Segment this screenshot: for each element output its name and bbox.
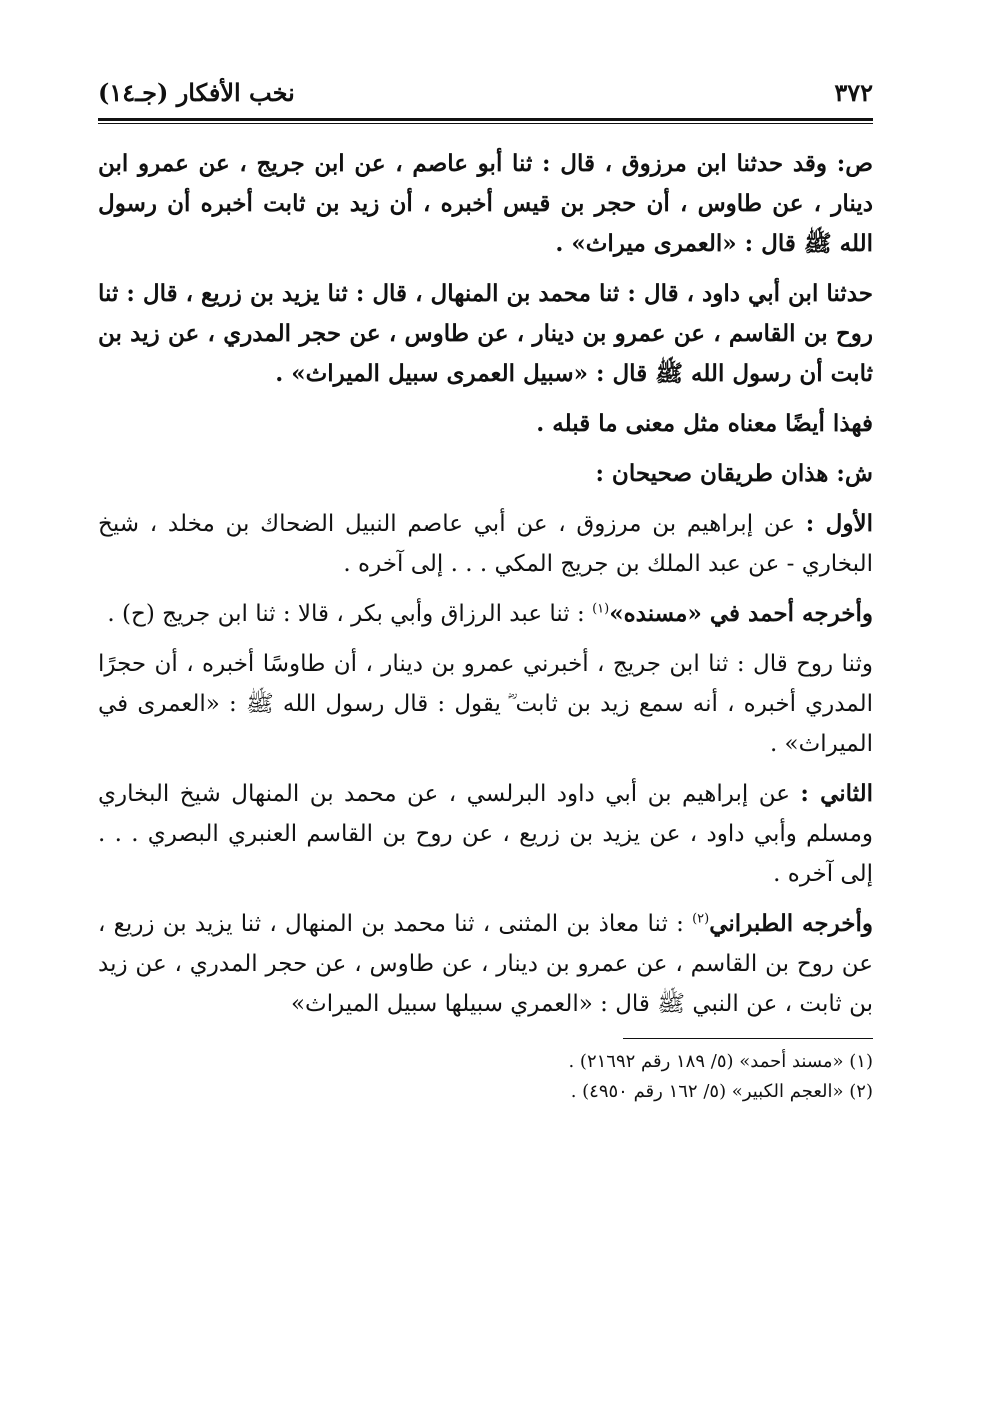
paragraph-8: [98, 774, 873, 894]
footnote-ref-2[interactable]: (٢): [692, 911, 710, 927]
paragraph-lead: الثاني :: [800, 780, 873, 807]
paragraph-9: [98, 904, 873, 1024]
paragraph-lead: الأول :: [805, 510, 873, 537]
header-divider: [98, 118, 873, 121]
header-divider-thin: [98, 123, 873, 124]
page-number: ٣٧٢: [834, 78, 873, 107]
paragraph-text: وثنا روح قال : ثنا ابن جريج ، أخبرني عمرو بن دينار ، أن طاوسًا أخبره ، أن حجرًا المدري أخبره ، أنه سمع زيد بن ثابت ؓ يقول : قال رسول الله ﷺ : «العمرى في الميراث» .: [98, 651, 873, 757]
paragraph-7: [98, 644, 873, 764]
footnote-ref-1[interactable]: (١): [592, 601, 610, 617]
page-header: [98, 78, 873, 114]
page-body: [98, 144, 873, 1024]
paragraph-text: : ثنا عبد الرزاق وأبي بكر ، قالا : ثنا ابن جريج (ح) .: [107, 601, 593, 627]
paragraph-3: [98, 404, 873, 444]
footnote-1: (١) «مسند أحمد» (٥/ ١٨٩ رقم ٢١٦٩٢) .: [568, 1051, 873, 1072]
paragraph-text: عن إبراهيم بن أبي داود البرلسي ، عن محمد بن المنهال شيخ البخاري ومسلم وأبي داود ، عن يزيد بن زريع ، عن روح بن القاسم العنبري البصري . . . إلى آخره .: [98, 781, 873, 887]
footnote-divider: [623, 1038, 873, 1039]
paragraph-text: حدثنا ابن أبي داود ، قال : ثنا محمد بن المنهال ، قال : ثنا يزيد بن زريع ، قال : ثنا روح بن القاسم ، عن عمرو بن دينار ، عن طاوس ، عن حجر المدري ، عن زيد بن ثابت أن رسول الله ﷺ قال : «سبيل العمرى سبيل الميراث» .: [98, 280, 873, 387]
paragraph-1: [98, 144, 873, 264]
paragraph-text: عن إبراهيم بن مرزوق ، عن أبي عاصم النبيل الضحاك بن مخلد ، شيخ البخاري - عن عبد الملك بن جريج المكي . . . إلى آخره .: [98, 511, 873, 577]
paragraph-4: [98, 454, 873, 494]
paragraph-text: فهذا أيضًا معناه مثل معنى ما قبله .: [536, 410, 873, 437]
book-title: نخب الأفكار (جـ١٤): [98, 78, 295, 107]
paragraph-2: [98, 274, 873, 394]
footnote-2: (٢) «العجم الكبير» (٥/ ١٦٢ رقم ٤٩٥٠) .: [570, 1081, 873, 1102]
paragraph-text: ص: وقد حدثنا ابن مرزوق ، قال : ثنا أبو عاصم ، عن ابن جريج ، عن عمرو ابن دينار ، عن طاوس ، أن حجر بن قيس أخبره ، أن زيد بن ثابت أخبره أن رسول الله ﷺ قال : «العمرى ميراث» .: [98, 150, 873, 257]
paragraph-text: : ثنا معاذ بن المثنى ، ثنا محمد بن المنهال ، ثنا يزيد بن زريع ، عن روح بن القاسم ، عن عمرو بن دينار ، عن طاوس ، عن حجر المدري ، عن زيد بن ثابت ، عن النبي ﷺ قال : «العمري سبيلها سبيل الميراث»: [98, 911, 873, 1017]
paragraph-text: ش: هذان طريقان صحيحان :: [595, 460, 873, 487]
paragraph-5: [98, 504, 873, 584]
paragraph-lead: وأخرجه الطبراني: [709, 910, 873, 937]
paragraph-lead: وأخرجه أحمد في «مسنده»: [609, 600, 873, 627]
page: [98, 78, 873, 1107]
paragraph-6: [98, 594, 873, 634]
